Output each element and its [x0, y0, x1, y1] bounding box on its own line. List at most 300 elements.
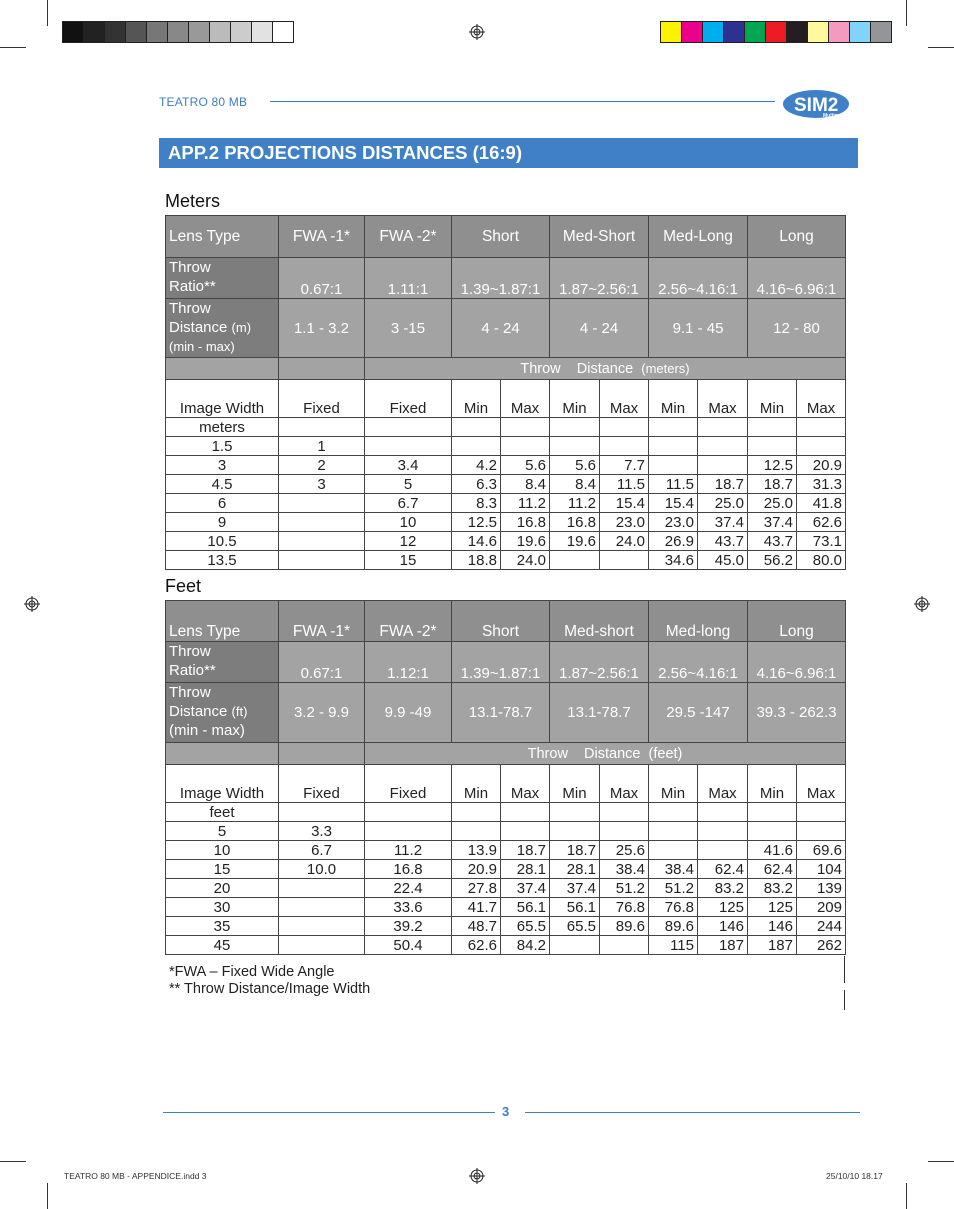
lens-type-label: Lens Type [166, 216, 279, 258]
crop-mark [906, 1183, 907, 1209]
table-cell [279, 494, 365, 513]
color-swatch [724, 22, 745, 42]
throw-ratio-value: 1.12:1 [365, 642, 452, 683]
meters-header-row [166, 216, 846, 258]
table-cell: 80.0 [797, 551, 846, 570]
table-cell: 15.4 [649, 494, 698, 513]
table-cell: 11.2 [365, 841, 452, 860]
table-cell: 187 [698, 936, 748, 955]
color-swatch [766, 22, 787, 42]
table-cell: 48.7 [452, 917, 501, 936]
header-rule [270, 101, 775, 102]
table-cell: 12.5 [748, 456, 797, 475]
throw-distance-value: 13.1-78.7 [550, 683, 649, 743]
table-cell: 25.0 [748, 494, 797, 513]
table-cell [279, 917, 365, 936]
table-cell [698, 456, 748, 475]
color-swatch [850, 22, 871, 42]
throw-distance-value: 4 - 24 [550, 299, 649, 358]
crop-mark [47, 0, 48, 26]
min-label: Min [452, 765, 501, 803]
throw-ratio-value: 0.67:1 [279, 258, 365, 299]
sim2-logo [782, 86, 858, 120]
table-cell: 56.1 [550, 898, 600, 917]
color-swatch [105, 22, 126, 42]
color-swatch [745, 22, 766, 42]
table-cell: 65.5 [501, 917, 550, 936]
table-cell [550, 437, 600, 456]
slug-file: TEATRO 80 MB - APPENDICE.indd 3 [64, 1171, 207, 1181]
image-width-label: Image Width [166, 380, 279, 418]
table-cell: 51.2 [600, 879, 649, 898]
table-cell: 65.5 [550, 917, 600, 936]
image-width-label: Image Width [166, 765, 279, 803]
color-swatch [252, 22, 273, 42]
min-label: Min [649, 765, 698, 803]
table-cell: 8.4 [550, 475, 600, 494]
color-swatch [273, 22, 293, 42]
table-cell: 104 [797, 860, 846, 879]
lens-type-label: Lens Type [166, 601, 279, 642]
table-cell [600, 551, 649, 570]
color-swatch [63, 22, 84, 42]
color-swatch [231, 22, 252, 42]
meters-table [165, 215, 846, 570]
slug-date: 25/10/10 18.17 [826, 1171, 883, 1181]
meters-subheader-row [166, 380, 846, 418]
table-cell: 3 [279, 475, 365, 494]
color-swatch [661, 22, 682, 42]
throw-ratio-value: 2.56~4.16:1 [649, 642, 748, 683]
table-row [166, 860, 846, 879]
table-cell: 20 [166, 879, 279, 898]
table-cell [748, 437, 797, 456]
table-cell: 39.2 [365, 917, 452, 936]
table-cell: 62.4 [748, 860, 797, 879]
throw-distance-value: 3.2 - 9.9 [279, 683, 365, 743]
logo-subtext: Multimedia [823, 113, 850, 119]
color-calibration-bar [660, 21, 892, 43]
throw-distance-row [166, 683, 846, 743]
table-cell: 89.6 [649, 917, 698, 936]
band-label: Throw Distance (meters) [365, 358, 846, 380]
table-cell: 35 [166, 917, 279, 936]
table-cell: 43.7 [748, 532, 797, 551]
throw-distance-value: 13.1-78.7 [452, 683, 550, 743]
min-label: Min [452, 380, 501, 418]
table-cell: 125 [698, 898, 748, 917]
meters-heading: Meters [165, 191, 221, 211]
table-cell: 15 [166, 860, 279, 879]
table-cell [365, 822, 452, 841]
unit-row [166, 418, 846, 437]
table-cell: 146 [698, 917, 748, 936]
table-cell [600, 936, 649, 955]
color-swatch [808, 22, 829, 42]
min-label: Min [550, 765, 600, 803]
table-cell [797, 822, 846, 841]
table-cell: 24.0 [600, 532, 649, 551]
table-cell [501, 437, 550, 456]
unit-row [166, 803, 846, 822]
table-cell [748, 822, 797, 841]
table-cell: 62.6 [452, 936, 501, 955]
margin-rule [844, 956, 845, 983]
table-cell: 73.1 [797, 532, 846, 551]
color-swatch [84, 22, 105, 42]
throw-distance-value: 9.1 - 45 [649, 299, 748, 358]
page-number: 3 [502, 1104, 510, 1119]
crop-mark [928, 1161, 954, 1162]
table-cell [452, 437, 501, 456]
registration-mark-icon [914, 596, 930, 612]
table-cell [501, 822, 550, 841]
footnote-throw: ** Throw Distance/Image Width [169, 981, 371, 997]
table-cell: 56.2 [748, 551, 797, 570]
table-cell: 2 [279, 456, 365, 475]
table-cell: 25.0 [698, 494, 748, 513]
max-label: Max [501, 380, 550, 418]
crop-mark [0, 47, 26, 48]
lens-col-med-short: Med-Short [550, 216, 649, 258]
color-swatch [168, 22, 189, 42]
crop-mark [906, 0, 907, 26]
table-cell: 18.7 [501, 841, 550, 860]
crop-mark [0, 1161, 26, 1162]
table-cell [600, 437, 649, 456]
lens-col-fwa2: FWA -2* [365, 216, 452, 258]
table-cell: 125 [748, 898, 797, 917]
table-row [166, 551, 846, 570]
table-cell: 37.4 [698, 513, 748, 532]
throw-ratio-value: 4.16~6.96:1 [748, 642, 846, 683]
table-cell [550, 551, 600, 570]
table-cell: 31.3 [797, 475, 846, 494]
table-cell [649, 822, 698, 841]
throw-ratio-row [166, 642, 846, 683]
table-cell [279, 936, 365, 955]
table-cell: 11.2 [550, 494, 600, 513]
table-cell: 11.2 [501, 494, 550, 513]
table-row [166, 841, 846, 860]
table-cell: 4.5 [166, 475, 279, 494]
table-cell: 115 [649, 936, 698, 955]
color-swatch [703, 22, 724, 42]
table-cell: 51.2 [649, 879, 698, 898]
table-cell: 62.6 [797, 513, 846, 532]
table-row [166, 898, 846, 917]
color-swatch [147, 22, 168, 42]
table-cell: 3.3 [279, 822, 365, 841]
color-swatch [829, 22, 850, 42]
table-row [166, 456, 846, 475]
table-cell: 20.9 [797, 456, 846, 475]
table-cell: 209 [797, 898, 846, 917]
throw-ratio-value: 0.67:1 [279, 642, 365, 683]
throw-ratio-label: Throw Ratio** [166, 258, 279, 299]
color-swatch [787, 22, 808, 42]
throw-ratio-value: 1.39~1.87:1 [452, 642, 550, 683]
table-row [166, 532, 846, 551]
throw-distance-value: 4 - 24 [452, 299, 550, 358]
table-cell: 38.4 [649, 860, 698, 879]
gray-calibration-bar [62, 21, 294, 43]
table-cell: 20.9 [452, 860, 501, 879]
footer-rule-right [525, 1112, 860, 1113]
feet-subheader-row [166, 765, 846, 803]
throw-distance-value: 1.1 - 3.2 [279, 299, 365, 358]
max-label: Max [600, 765, 649, 803]
table-cell [452, 822, 501, 841]
table-cell: 41.8 [797, 494, 846, 513]
table-cell: 41.7 [452, 898, 501, 917]
table-cell: 8.3 [452, 494, 501, 513]
table-cell: 25.6 [600, 841, 649, 860]
lens-col-fwa2: FWA -2* [365, 601, 452, 642]
unit-label: feet [166, 803, 279, 822]
table-cell [279, 532, 365, 551]
table-cell: 5.6 [501, 456, 550, 475]
lens-col-med-long: Med-Long [649, 216, 748, 258]
crop-mark [47, 1183, 48, 1209]
table-cell: 16.8 [365, 860, 452, 879]
table-cell: 26.9 [649, 532, 698, 551]
table-cell: 27.8 [452, 879, 501, 898]
table-cell: 18.7 [698, 475, 748, 494]
lens-col-long: Long [748, 601, 846, 642]
table-cell: 244 [797, 917, 846, 936]
table-row [166, 917, 846, 936]
table-cell: 15 [365, 551, 452, 570]
registration-mark-icon [469, 24, 485, 40]
table-cell: 5 [166, 822, 279, 841]
throw-distance-value: 12 - 80 [748, 299, 846, 358]
table-cell: 83.2 [698, 879, 748, 898]
table-row [166, 879, 846, 898]
table-cell: 10 [365, 513, 452, 532]
fixed-label: Fixed [279, 765, 365, 803]
throw-ratio-value: 1.11:1 [365, 258, 452, 299]
feet-table [165, 600, 846, 955]
table-cell: 28.1 [501, 860, 550, 879]
table-cell [698, 437, 748, 456]
color-swatch [682, 22, 703, 42]
table-cell: 10 [166, 841, 279, 860]
max-label: Max [797, 380, 846, 418]
table-cell: 146 [748, 917, 797, 936]
color-swatch [189, 22, 210, 42]
table-cell: 15.4 [600, 494, 649, 513]
logo-text: SIM2 [794, 95, 839, 116]
table-cell: 41.6 [748, 841, 797, 860]
throw-ratio-value: 1.39~1.87:1 [452, 258, 550, 299]
table-cell: 45.0 [698, 551, 748, 570]
lens-col-fwa1: FWA -1* [279, 601, 365, 642]
table-cell: 37.4 [501, 879, 550, 898]
feet-data-rows [166, 822, 846, 955]
table-cell: 69.6 [797, 841, 846, 860]
table-cell: 30 [166, 898, 279, 917]
table-cell [550, 936, 600, 955]
table-cell: 23.0 [649, 513, 698, 532]
table-cell: 76.8 [600, 898, 649, 917]
table-row [166, 822, 846, 841]
model-name: TEATRO 80 MB [159, 95, 248, 109]
min-label: Min [748, 380, 797, 418]
lens-col-short: Short [452, 216, 550, 258]
throw-ratio-label: Throw Ratio** [166, 642, 279, 683]
throw-distance-value: 39.3 - 262.3 [748, 683, 846, 743]
throw-distance-row [166, 299, 846, 358]
registration-mark-icon [24, 596, 40, 612]
max-label: Max [501, 765, 550, 803]
feet-header-row [166, 601, 846, 642]
table-row [166, 494, 846, 513]
lens-col-med-long: Med-long [649, 601, 748, 642]
table-cell: 62.4 [698, 860, 748, 879]
table-cell: 24.0 [501, 551, 550, 570]
max-label: Max [600, 380, 649, 418]
table-cell: 13.5 [166, 551, 279, 570]
table-cell: 43.7 [698, 532, 748, 551]
table-cell [649, 456, 698, 475]
table-cell: 34.6 [649, 551, 698, 570]
table-cell: 14.6 [452, 532, 501, 551]
table-cell: 1.5 [166, 437, 279, 456]
table-cell: 4.2 [452, 456, 501, 475]
table-cell: 76.8 [649, 898, 698, 917]
table-cell: 7.7 [600, 456, 649, 475]
table-cell: 50.4 [365, 936, 452, 955]
throw-ratio-value: 2.56~4.16:1 [649, 258, 748, 299]
table-cell: 16.8 [501, 513, 550, 532]
table-cell [365, 437, 452, 456]
table-cell: 23.0 [600, 513, 649, 532]
min-label: Min [550, 380, 600, 418]
unit-label: meters [166, 418, 279, 437]
table-cell: 5 [365, 475, 452, 494]
section-title: APP.2 PROJECTIONS DISTANCES (16:9) [159, 138, 858, 168]
table-cell [279, 898, 365, 917]
margin-rule [844, 990, 845, 1010]
lens-col-short: Short [452, 601, 550, 642]
table-cell: 83.2 [748, 879, 797, 898]
fixed-label: Fixed [365, 765, 452, 803]
table-cell [797, 437, 846, 456]
table-cell: 6.7 [279, 841, 365, 860]
throw-ratio-value: 1.87~2.56:1 [550, 258, 649, 299]
table-cell [649, 437, 698, 456]
fixed-label: Fixed [365, 380, 452, 418]
table-cell: 13.9 [452, 841, 501, 860]
table-cell: 3 [166, 456, 279, 475]
table-cell: 10.0 [279, 860, 365, 879]
throw-distance-label: Throw Distance (m) (min - max) [166, 299, 279, 358]
table-cell: 262 [797, 936, 846, 955]
table-cell [550, 822, 600, 841]
throw-distance-value: 3 -15 [365, 299, 452, 358]
table-cell: 45 [166, 936, 279, 955]
feet-heading: Feet [165, 576, 202, 596]
table-cell [279, 879, 365, 898]
table-cell: 6.7 [365, 494, 452, 513]
table-cell: 12.5 [452, 513, 501, 532]
table-cell: 16.8 [550, 513, 600, 532]
table-row [166, 475, 846, 494]
table-cell: 1 [279, 437, 365, 456]
throw-ratio-value: 1.87~2.56:1 [550, 642, 649, 683]
table-cell [698, 841, 748, 860]
table-cell: 18.8 [452, 551, 501, 570]
table-cell: 187 [748, 936, 797, 955]
table-cell: 9 [166, 513, 279, 532]
table-row [166, 513, 846, 532]
band-label: Throw Distance (feet) [365, 743, 846, 765]
table-cell: 19.6 [550, 532, 600, 551]
table-cell: 37.4 [550, 879, 600, 898]
table-cell [698, 822, 748, 841]
throw-distance-band [166, 743, 846, 765]
table-cell: 89.6 [600, 917, 649, 936]
max-label: Max [698, 765, 748, 803]
registration-mark-icon [469, 1168, 485, 1184]
throw-ratio-value: 4.16~6.96:1 [748, 258, 846, 299]
table-cell: 5.6 [550, 456, 600, 475]
table-cell [279, 551, 365, 570]
crop-mark [928, 47, 954, 48]
table-cell: 3.4 [365, 456, 452, 475]
throw-distance-label: Throw Distance (ft) (min - max) [166, 683, 279, 743]
min-label: Min [748, 765, 797, 803]
color-swatch [871, 22, 891, 42]
table-cell: 22.4 [365, 879, 452, 898]
table-cell: 8.4 [501, 475, 550, 494]
table-cell: 10.5 [166, 532, 279, 551]
table-cell: 11.5 [649, 475, 698, 494]
color-swatch [210, 22, 231, 42]
fixed-label: Fixed [279, 380, 365, 418]
max-label: Max [797, 765, 846, 803]
table-cell: 139 [797, 879, 846, 898]
table-cell [600, 822, 649, 841]
table-cell: 6.3 [452, 475, 501, 494]
lens-col-fwa1: FWA -1* [279, 216, 365, 258]
table-row [166, 437, 846, 456]
throw-distance-value: 29.5 -147 [649, 683, 748, 743]
footer-rule-left [163, 1112, 495, 1113]
throw-ratio-row [166, 258, 846, 299]
table-cell: 56.1 [501, 898, 550, 917]
table-cell: 38.4 [600, 860, 649, 879]
table-cell: 37.4 [748, 513, 797, 532]
meters-data-rows [166, 437, 846, 570]
table-cell: 6 [166, 494, 279, 513]
table-cell: 12 [365, 532, 452, 551]
table-cell: 33.6 [365, 898, 452, 917]
table-cell: 18.7 [550, 841, 600, 860]
max-label: Max [698, 380, 748, 418]
table-cell: 28.1 [550, 860, 600, 879]
table-cell: 19.6 [501, 532, 550, 551]
table-cell: 18.7 [748, 475, 797, 494]
table-cell [649, 841, 698, 860]
table-cell: 84.2 [501, 936, 550, 955]
throw-distance-value: 9.9 -49 [365, 683, 452, 743]
color-swatch [126, 22, 147, 42]
footnote-fwa: *FWA – Fixed Wide Angle [169, 964, 335, 980]
lens-col-med-short: Med-short [550, 601, 649, 642]
min-label: Min [649, 380, 698, 418]
